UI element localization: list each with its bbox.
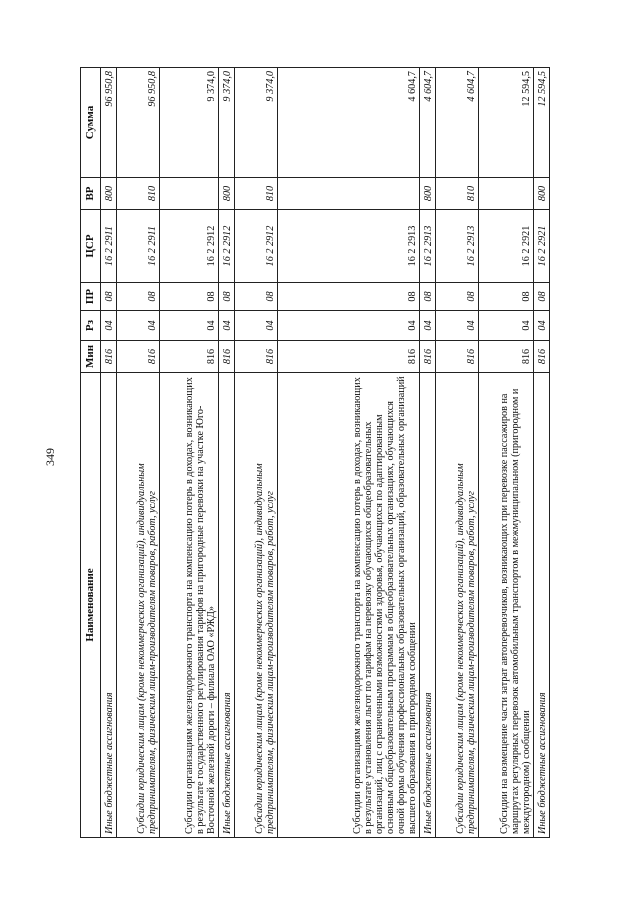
header-sum: Сумма: [81, 68, 101, 178]
table-row: [219, 68, 235, 838]
cell-vr: 810: [117, 178, 160, 210]
header-name: Наименование: [81, 373, 101, 838]
cell-sum: 12 594,5: [478, 68, 533, 178]
cell-sum: 96 950,8: [101, 68, 117, 178]
cell-vr: [478, 178, 533, 210]
cell-min: 816: [435, 341, 478, 373]
cell-pr: 08: [235, 283, 278, 311]
cell-pr: 08: [160, 283, 219, 311]
table-row: [235, 68, 278, 838]
cell-min: 816: [219, 341, 235, 373]
cell-vr: 800: [219, 178, 235, 210]
cell-sum: 9 374,0: [219, 68, 235, 178]
cell-rz: 04: [160, 311, 219, 341]
cell-rz: 04: [478, 311, 533, 341]
cell-pr: 08: [219, 283, 235, 311]
cell-min: 816: [533, 341, 549, 373]
cell-csr: 16 2 2912: [219, 210, 235, 283]
cell-csr: 16 2 2921: [478, 210, 533, 283]
table-row: [160, 68, 219, 838]
cell-pr: 08: [117, 283, 160, 311]
cell-vr: 800: [101, 178, 117, 210]
cell-sum: 4 604,7: [419, 68, 435, 178]
header-rz: Рз: [81, 311, 101, 341]
cell-csr: 16 2 2912: [160, 210, 219, 283]
cell-sum: 9 374,0: [235, 68, 278, 178]
cell-pr: 08: [478, 283, 533, 311]
rotated-table-container: [80, 68, 550, 838]
cell-pr: 08: [435, 283, 478, 311]
cell-pr: 08: [101, 283, 117, 311]
table-row: [278, 68, 420, 838]
cell-sum: 96 950,8: [117, 68, 160, 178]
cell-name: Субсидии юридическим лицам (кроме некоммерческих организаций), индивидуальным предпринимателям, физическим лицам-производителям товаров, работ, услуг: [235, 373, 278, 838]
cell-csr: 16 2 2911: [117, 210, 160, 283]
cell-vr: [160, 178, 219, 210]
cell-name: Субсидии юридическим лицам (кроме некоммерческих организаций), индивидуальным предпринимателям, физическим лицам-производителям товаров, работ, услуг: [117, 373, 160, 838]
header-csr: ЦСР: [81, 210, 101, 283]
header-pr: ПР: [81, 283, 101, 311]
cell-name: Субсидии организациям железнодорожного транспорта на компенсацию потерь в доходах, возникающих в результате установления льгот по тарифам на перевозку обучающихся общеобразовательных организаций, лиц с ограниченными возможностями здоровья, обучающихся по адаптированным основным общеобразовательным программам в общеобразовательных организациях, обучающихся очной формы обучения профессиональных образовательных организаций, образовательных организаций высшего образования в пригородном сообщении: [278, 373, 420, 838]
cell-rz: 04: [533, 311, 549, 341]
cell-rz: 04: [235, 311, 278, 341]
cell-csr: 16 2 2921: [533, 210, 549, 283]
cell-name: Иные бюджетные ассигнования: [101, 373, 117, 838]
cell-vr: 800: [419, 178, 435, 210]
table-row: [117, 68, 160, 838]
table-row: [435, 68, 478, 838]
cell-rz: 04: [278, 311, 420, 341]
cell-rz: 04: [435, 311, 478, 341]
cell-vr: [278, 178, 420, 210]
cell-min: 816: [117, 341, 160, 373]
cell-rz: 04: [117, 311, 160, 341]
cell-min: 816: [419, 341, 435, 373]
cell-sum: 9 374,0: [160, 68, 219, 178]
cell-csr: 16 2 2912: [235, 210, 278, 283]
cell-min: 816: [160, 341, 219, 373]
table-row: [101, 68, 117, 838]
cell-sum: 4 604,7: [435, 68, 478, 178]
table-header-row: [81, 68, 101, 838]
cell-rz: 04: [419, 311, 435, 341]
cell-rz: 04: [219, 311, 235, 341]
cell-pr: 08: [278, 283, 420, 311]
table-row: [478, 68, 533, 838]
cell-name: Иные бюджетные ассигнования: [533, 373, 549, 838]
cell-name: Субсидии организациям железнодорожного транспорта на компенсацию потерь в доходах, возникающих в результате государственного регулирования тарифов на пригородные перевозки на участке Юго-Восточной железной дороги – филиала ОАО «РЖД»: [160, 373, 219, 838]
table-row: [419, 68, 435, 838]
cell-csr: 16 2 2913: [278, 210, 420, 283]
cell-pr: 08: [533, 283, 549, 311]
cell-pr: 08: [419, 283, 435, 311]
budget-table: [80, 67, 550, 838]
cell-csr: 16 2 2913: [419, 210, 435, 283]
page-number: 349: [43, 448, 57, 466]
cell-vr: 800: [533, 178, 549, 210]
cell-vr: 810: [435, 178, 478, 210]
cell-name: Субсидии юридическим лицам (кроме некоммерческих организаций), индивидуальным предпринимателям, физическим лицам-производителям товаров, работ, услуг: [435, 373, 478, 838]
cell-min: 816: [101, 341, 117, 373]
cell-csr: 16 2 2913: [435, 210, 478, 283]
cell-min: 816: [278, 341, 420, 373]
cell-csr: 16 2 2911: [101, 210, 117, 283]
cell-min: 816: [478, 341, 533, 373]
cell-rz: 04: [101, 311, 117, 341]
cell-sum: 4 604,7: [278, 68, 420, 178]
cell-sum: 12 594,5: [533, 68, 549, 178]
cell-min: 816: [235, 341, 278, 373]
cell-name: Иные бюджетные ассигнования: [419, 373, 435, 838]
header-vr: ВР: [81, 178, 101, 210]
cell-vr: 810: [235, 178, 278, 210]
cell-name: Субсидии на возмещение части затрат автоперевозчиков, возникающих при перевозке пассажиров на маршрутах регулярных перевозок автомобильным транспортом в межмуниципальном (пригородном и междугородном) сообщении: [478, 373, 533, 838]
cell-name: Иные бюджетные ассигнования: [219, 373, 235, 838]
header-min: Мин: [81, 341, 101, 373]
table-row: [533, 68, 549, 838]
